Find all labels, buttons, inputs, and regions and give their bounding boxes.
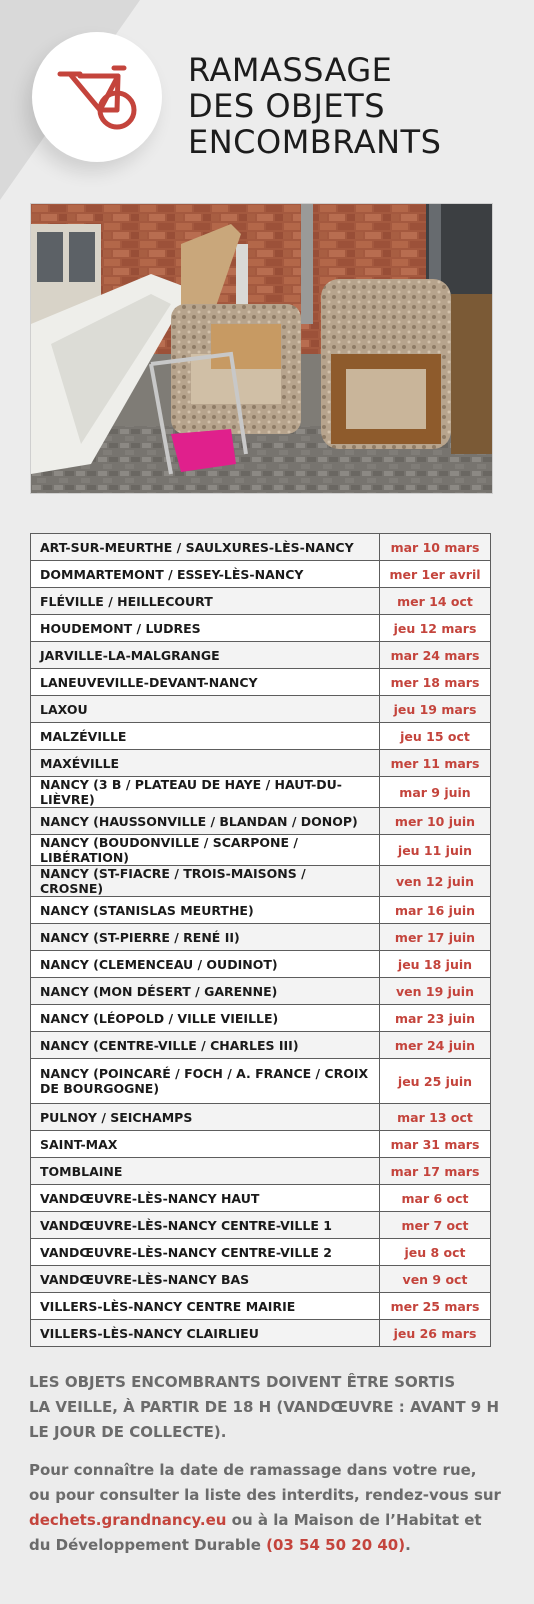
commune-cell: VANDŒUVRE-LÈS-NANCY BAS [31, 1266, 380, 1293]
info-line-1: Pour connaître la date de ramassage dans votre rue, [29, 1461, 477, 1479]
date-cell: mer 24 juin [380, 1032, 491, 1059]
info-line-4: du Développement Durable [29, 1536, 267, 1554]
page-title [188, 52, 441, 160]
notice-line: LE JOUR DE COLLECTE). [29, 1423, 227, 1441]
date-cell: jeu 12 mars [380, 615, 491, 642]
title-line-3: ENCOMBRANTS [188, 123, 442, 161]
date-cell: mer 11 mars [380, 750, 491, 777]
table-row [31, 951, 491, 978]
table-row [31, 978, 491, 1005]
date-cell: ven 12 juin [380, 866, 491, 897]
notice-line: LA VEILLE, À PARTIR DE 18 H (VANDŒUVRE : AVANT 9 H [29, 1398, 500, 1416]
table-row [31, 534, 491, 561]
phone-number[interactable]: (03 54 50 20 40) [266, 1536, 406, 1554]
date-cell: mar 17 mars [380, 1158, 491, 1185]
commune-cell: SAINT-MAX [31, 1131, 380, 1158]
table-row [31, 777, 491, 808]
table-row [31, 1005, 491, 1032]
table-row [31, 1032, 491, 1059]
table-row [31, 1212, 491, 1239]
commune-cell: VANDŒUVRE-LÈS-NANCY CENTRE-VILLE 1 [31, 1212, 380, 1239]
table-row [31, 1293, 491, 1320]
commune-cell: DOMMARTEMONT / ESSEY-LÈS-NANCY [31, 561, 380, 588]
commune-cell: VANDŒUVRE-LÈS-NANCY CENTRE-VILLE 2 [31, 1239, 380, 1266]
commune-cell: FLÉVILLE / HEILLECOURT [31, 588, 380, 615]
commune-cell: LANEUVEVILLE-DEVANT-NANCY [31, 669, 380, 696]
date-cell: mar 23 juin [380, 1005, 491, 1032]
date-cell: jeu 25 juin [380, 1059, 491, 1104]
table-row [31, 561, 491, 588]
collection-schedule-table [30, 533, 491, 1347]
date-cell: mar 9 juin [380, 777, 491, 808]
info-line-3: ou à la Maison de l’Habitat et [226, 1511, 482, 1529]
date-cell: jeu 19 mars [380, 696, 491, 723]
commune-cell: VILLERS-LÈS-NANCY CENTRE MAIRIE [31, 1293, 380, 1320]
collection-notice [29, 1370, 509, 1445]
date-cell: mar 13 oct [380, 1104, 491, 1131]
title-line-2: DES OBJETS [188, 87, 385, 125]
date-cell: mer 7 oct [380, 1212, 491, 1239]
icon-badge [32, 32, 162, 162]
date-cell: mar 24 mars [380, 642, 491, 669]
table-row [31, 808, 491, 835]
commune-cell: MAXÉVILLE [31, 750, 380, 777]
commune-cell: NANCY (BOUDONVILLE / SCARPONE / LIBÉRATION) [31, 835, 380, 866]
commune-cell: PULNOY / SEICHAMPS [31, 1104, 380, 1131]
table-row [31, 897, 491, 924]
commune-cell: NANCY (HAUSSONVILLE / BLANDAN / DONOP) [31, 808, 380, 835]
date-cell: mer 18 mars [380, 669, 491, 696]
date-cell: ven 19 juin [380, 978, 491, 1005]
table-row [31, 669, 491, 696]
table-row [31, 1131, 491, 1158]
table-row [31, 696, 491, 723]
table-row [31, 1059, 491, 1104]
date-cell: mer 1er avril [380, 561, 491, 588]
date-cell: mer 17 juin [380, 924, 491, 951]
info-line-2: ou pour consulter la liste des interdits, rendez-vous sur [29, 1486, 501, 1504]
date-cell: jeu 15 oct [380, 723, 491, 750]
date-cell: mar 10 mars [380, 534, 491, 561]
table-row [31, 866, 491, 897]
commune-cell: ART-SUR-MEURTHE / SAULXURES-LÈS-NANCY [31, 534, 380, 561]
commune-cell: NANCY (CENTRE-VILLE / CHARLES III) [31, 1032, 380, 1059]
date-cell: mer 25 mars [380, 1293, 491, 1320]
commune-cell: HOUDEMONT / LUDRES [31, 615, 380, 642]
commune-cell: JARVILLE-LA-MALGRANGE [31, 642, 380, 669]
table-row [31, 924, 491, 951]
table-row [31, 642, 491, 669]
bicycle-icon [52, 62, 142, 132]
table-row [31, 723, 491, 750]
commune-cell: NANCY (CLEMENCEAU / OUDINOT) [31, 951, 380, 978]
date-cell: mer 10 juin [380, 808, 491, 835]
notice-line: LES OBJETS ENCOMBRANTS DOIVENT ÊTRE SORTIS [29, 1373, 456, 1391]
commune-cell: NANCY (ST-FIACRE / TROIS-MAISONS / CROSNE) [31, 866, 380, 897]
commune-cell: MALZÉVILLE [31, 723, 380, 750]
table-row [31, 1239, 491, 1266]
date-cell: jeu 8 oct [380, 1239, 491, 1266]
commune-cell: VANDŒUVRE-LÈS-NANCY HAUT [31, 1185, 380, 1212]
table-row [31, 1320, 491, 1347]
date-cell: mer 14 oct [380, 588, 491, 615]
table-row [31, 1185, 491, 1212]
date-cell: ven 9 oct [380, 1266, 491, 1293]
info-paragraph [29, 1458, 519, 1558]
info-line-4-end: . [405, 1536, 411, 1554]
commune-cell: NANCY (STANISLAS MEURTHE) [31, 897, 380, 924]
commune-cell: VILLERS-LÈS-NANCY CLAIRLIEU [31, 1320, 380, 1347]
date-cell: jeu 26 mars [380, 1320, 491, 1347]
commune-cell: NANCY (ST-PIERRE / RENÉ II) [31, 924, 380, 951]
table-row [31, 750, 491, 777]
table-row [31, 1266, 491, 1293]
table-row [31, 1104, 491, 1131]
website-link[interactable]: dechets.grandnancy.eu [29, 1511, 227, 1529]
date-cell: mar 31 mars [380, 1131, 491, 1158]
date-cell: jeu 11 juin [380, 835, 491, 866]
date-cell: mar 16 juin [380, 897, 491, 924]
table-row [31, 835, 491, 866]
bulky-items-photo [30, 203, 493, 494]
title-line-1: RAMASSAGE [188, 51, 393, 89]
table-row [31, 615, 491, 642]
table-row [31, 1158, 491, 1185]
commune-cell: TOMBLAINE [31, 1158, 380, 1185]
date-cell: jeu 18 juin [380, 951, 491, 978]
commune-cell: NANCY (MON DÉSERT / GARENNE) [31, 978, 380, 1005]
date-cell: mar 6 oct [380, 1185, 491, 1212]
table-row [31, 588, 491, 615]
commune-cell: NANCY (LÉOPOLD / VILLE VIEILLE) [31, 1005, 380, 1032]
commune-cell: LAXOU [31, 696, 380, 723]
commune-cell: NANCY (3 B / PLATEAU DE HAYE / HAUT-DU-LIÈVRE) [31, 777, 380, 808]
commune-cell: NANCY (POINCARÉ / FOCH / A. FRANCE / CROIX DE BOURGOGNE) [31, 1059, 380, 1104]
